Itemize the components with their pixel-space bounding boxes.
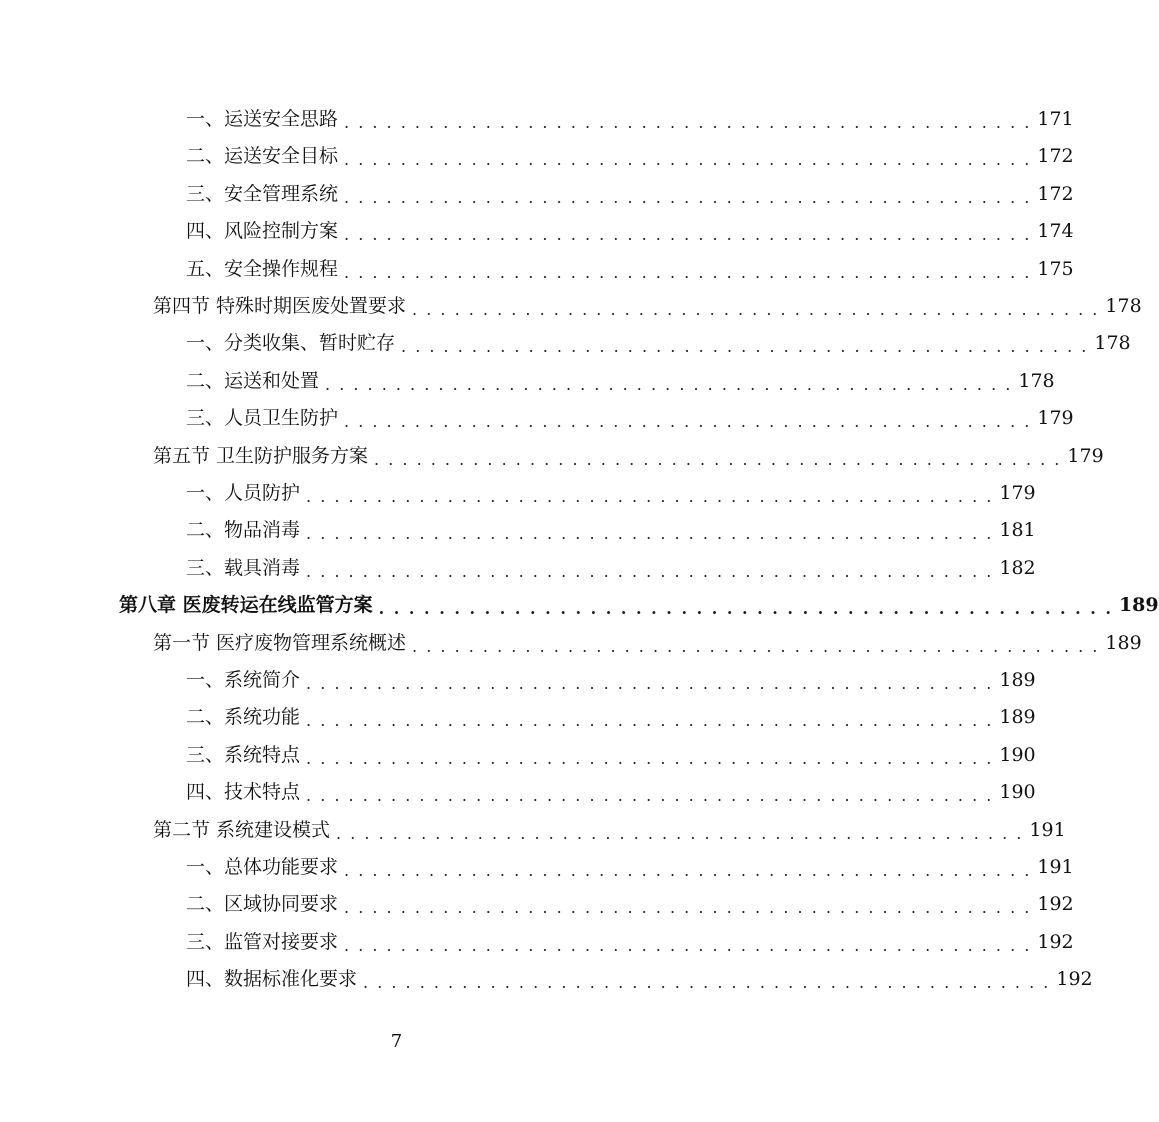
dot-leader: . . . . . . . . . . . . . . . . . . . . . . . . . . . . . . . . . . . . . . . . . . . . . . . . . [374,449,1062,469]
toc-entry-page: 189 [1105,631,1142,654]
toc-section-entry[interactable] [153,628,1142,658]
toc-entry-page: 192 [1037,930,1074,953]
toc-subsection-entry[interactable] [186,254,1074,284]
toc-entry-title: 三、系统特点 [186,743,301,766]
toc-section-entry[interactable] [153,815,1066,845]
toc-entry-title: 三、监管对接要求 [186,930,339,953]
toc-entry-page: 172 [1037,145,1074,168]
toc-subsection-entry[interactable] [186,553,1036,583]
toc-entry-title: 五、安全操作规程 [186,257,339,280]
toc-subsection-entry[interactable] [186,104,1074,134]
dot-leader: . . . . . . . . . . . . . . . . . . . . . . . . . . . . . . . . . . . . . . . . . . . . . . . . . [344,412,1032,432]
dot-leader: . . . . . . . . . . . . . . . . . . . . . . . . . . . . . . . . . . . . . . . . . . . . . . . . . [344,225,1032,245]
toc-entry-page: 191 [1029,818,1066,841]
toc-entry-page: 178 [1094,332,1131,355]
toc-entry-page: 181 [999,519,1036,542]
toc-entry-title: 二、运送和处置 [186,369,320,392]
toc-entry-page: 189 [999,669,1036,691]
dot-leader: . . . . . . . . . . . . . . . . . . . . . . . . . . . . . . . . . . . . . . . . . . . . . . . . . [412,636,1100,656]
toc-entry-page: 171 [1037,108,1074,130]
dot-leader: . . . . . . . . . . . . . . . . . . . . . . . . . . . . . . . . . . . . . . . . . . . . . . . . . [306,674,994,693]
toc-section-entry[interactable] [153,291,1142,321]
toc-entry-page: 189 [999,706,1036,729]
toc-entry-title: 一、人员防护 [186,482,301,504]
toc-entry-page: 190 [999,743,1036,766]
toc-subsection-entry[interactable] [186,216,1074,246]
dot-leader: . . . . . . . . . . . . . . . . . . . . . . . . . . . . . . . . . . . . . . . . . . . . . . . . . [306,786,994,806]
toc-entry-title: 三、载具消毒 [186,556,301,579]
dot-leader: . . . . . . . . . . . . . . . . . . . . . . . . . . . . . . . . . . . . . . . . . . . . . . . . . [344,113,1032,132]
dot-leader: . . . . . . . . . . . . . . . . . . . . . . . . . . . . . . . . . . . . . . . . . . . . . . . . . [306,524,994,544]
toc-entry-title: 一、运送安全思路 [186,108,339,130]
toc-entry-page: 192 [1037,893,1074,916]
dot-leader: . . . . . . . . . . . . . . . . . . . . . . . . . . . . . . . . . . . . . . . . . . . . . . . . . [306,561,994,581]
dot-leader: . . . . . . . . . . . . . . . . . . . . . . . . . . . . . . . . . . . . . . . . . . . . . . . . . [336,823,1024,843]
dot-leader: . . . . . . . . . . . . . . . . . . . . . . . . . . . . . . . . . . . . . . . . . . . . . . . . . [306,487,994,506]
toc-subsection-entry[interactable] [186,179,1074,209]
toc-entry-page: 189 [1118,594,1159,617]
toc-entry-title: 三、安全管理系统 [186,182,339,205]
toc-entry-title: 第一节 医疗废物管理系统概述 [153,631,407,654]
toc-subsection-entry[interactable] [186,403,1074,433]
toc-subsection-entry[interactable] [186,964,1093,994]
toc-entry-title: 二、物品消毒 [186,519,301,542]
toc-entry-page: 178 [1105,295,1142,317]
toc-entry-page: 178 [1018,369,1055,392]
dot-leader: . . . . . . . . . . . . . . . . . . . . . . . . . . . . . . . . . . . . . . . . . . . . . . . . . [401,337,1089,357]
dot-leader: . . . . . . . . . . . . . . . . . . . . . . . . . . . . . . . . . . . . . . . . . . . . . . . . . [325,374,1013,394]
dot-leader: . . . . . . . . . . . . . . . . . . . . . . . . . . . . . . . . . . . . . . . . . . . . . . . . . [344,262,1032,282]
dot-leader: . . . . . . . . . . . . . . . . . . . . . . . . . . . . . . . . . . . . . . . . . . . . . . . . . [412,300,1100,319]
toc-entry-title: 第五节 卫生防护服务方案 [153,444,369,467]
toc-entry-title: 二、系统功能 [186,706,301,729]
toc-entry-title: 二、区域协同要求 [186,893,339,916]
toc-entry-title: 第二节 系统建设模式 [153,818,331,841]
toc-subsection-entry[interactable] [186,740,1036,770]
toc-entry-page: 172 [1037,182,1074,205]
toc-entry-title: 一、系统简介 [186,669,301,691]
toc-entry-title: 三、人员卫生防护 [186,407,339,430]
toc-entry-page: 179 [1067,444,1104,467]
dot-leader: . . . . . . . . . . . . . . . . . . . . . . . . . . . . . . . . . . . . . . . . . . . . . . . . . [344,935,1032,955]
toc-subsection-entry[interactable] [186,478,1036,508]
toc-subsection-entry[interactable] [186,328,1131,358]
toc-entry-title: 二、运送安全目标 [186,145,339,168]
toc-subsection-entry[interactable] [186,366,1055,396]
toc-entry-page: 179 [999,482,1036,504]
toc-entry-title: 四、数据标准化要求 [186,968,358,991]
dot-leader: . . . . . . . . . . . . . . . . . . . . . . . . . . . . . . . . . . . . . . . . . . . . . . . . . [344,861,1032,880]
toc-subsection-entry[interactable] [186,141,1074,171]
toc-subsection-entry[interactable] [186,889,1074,919]
toc-subsection-entry[interactable] [186,927,1074,957]
toc-entry-title: 一、总体功能要求 [186,856,339,878]
toc-entry-page: 191 [1037,856,1074,878]
toc-entry-page: 174 [1037,220,1074,243]
toc-entry-title: 第八章 医废转运在线监管方案 [119,594,373,617]
toc-section-entry[interactable] [153,441,1104,471]
toc-chapter-entry[interactable] [119,590,1159,620]
page-number: 7 [390,1031,403,1052]
toc-entry-title: 四、技术特点 [186,781,301,804]
toc-entry-page: 190 [999,781,1036,804]
dot-leader: . . . . . . . . . . . . . . . . . . . . . . . . . . . . . . . . . . . . . . . . . . . . . . . . . [363,973,1051,993]
toc-entry-title: 一、分类收集、暂时贮存 [186,332,396,355]
toc-subsection-entry[interactable] [186,515,1036,545]
toc-subsection-entry[interactable] [186,852,1074,882]
toc-entry-page: 182 [999,556,1036,579]
toc-entry-page: 175 [1037,257,1074,280]
dot-leader: . . . . . . . . . . . . . . . . . . . . . . . . . . . . . . . . . . . . . . . . . . . . . . . . . [306,748,994,768]
toc-subsection-entry[interactable] [186,665,1036,695]
dot-leader: . . . . . . . . . . . . . . . . . . . . . . . . . . . . . . . . . . . . . . . . . . . . . . . . . [306,711,994,731]
toc-entry-title: 四、风险控制方案 [186,220,339,243]
toc-subsection-entry[interactable] [186,777,1036,807]
toc-entry-title: 第四节 特殊时期医废处置要求 [153,295,407,317]
toc-entry-page: 192 [1056,968,1093,991]
dot-leader: . . . . . . . . . . . . . . . . . . . . . . . . . . . . . . . . . . . . . . . . . . . . . . . . . [344,187,1032,207]
dot-leader: . . . . . . . . . . . . . . . . . . . . . . . . . . . . . . . . . . . . . . . . . . . . . . . . . [344,150,1032,170]
dot-leader: . . . . . . . . . . . . . . . . . . . . . . . . . . . . . . . . . . . . . . . . . . . . . . . . . [344,898,1032,918]
toc-entry-page: 179 [1037,407,1074,430]
dot-leader: . . . . . . . . . . . . . . . . . . . . . . . . . . . . . . . . . . . . . . . . . . . . . . . . . [378,599,1113,619]
toc-subsection-entry[interactable] [186,702,1036,732]
